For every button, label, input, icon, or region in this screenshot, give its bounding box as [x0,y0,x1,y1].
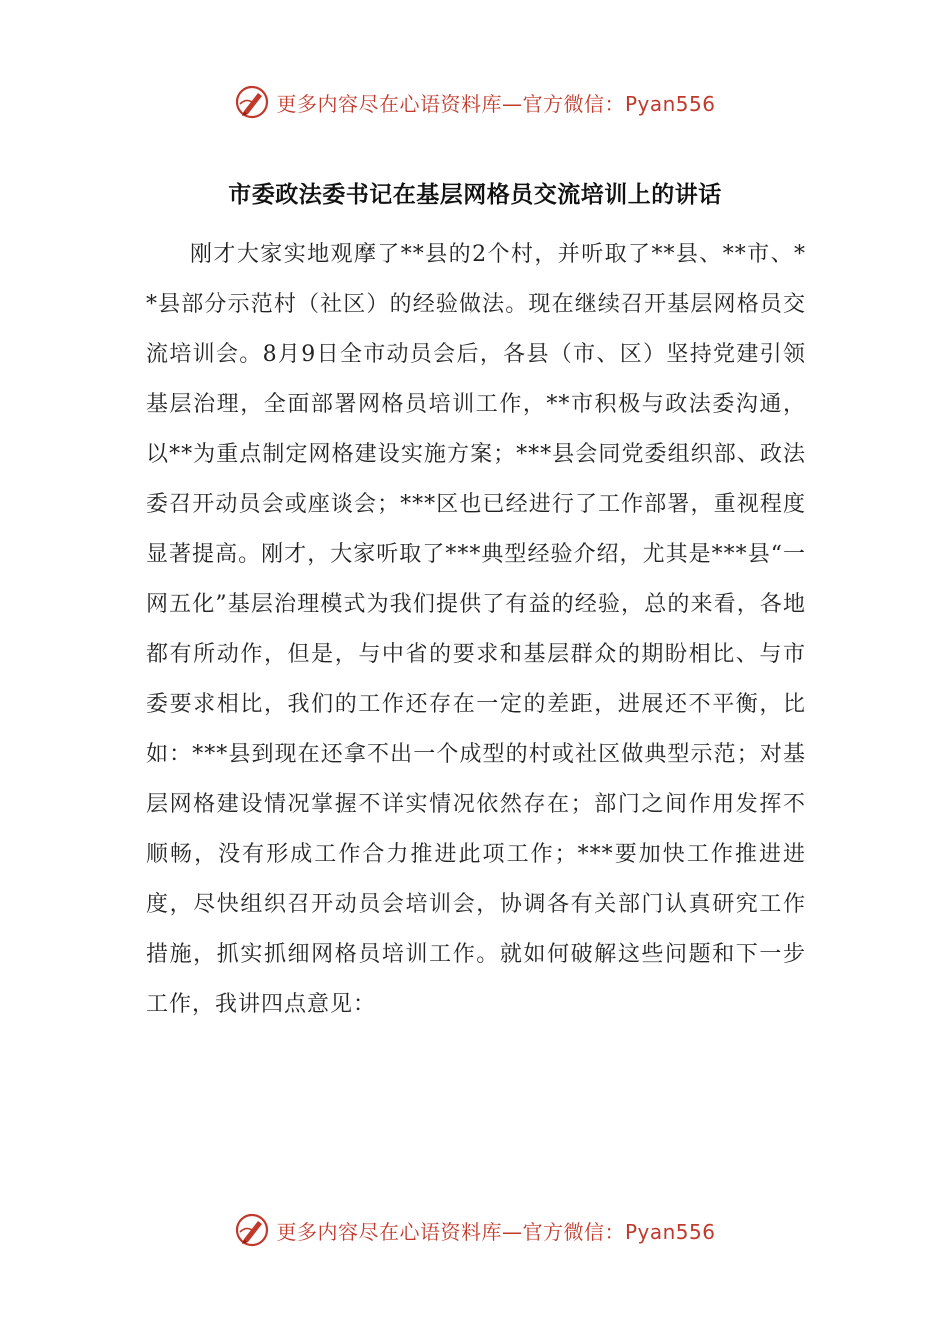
pen-logo-icon [234,1212,270,1248]
footer-banner-text: 更多内容尽在心语资料库—官方微信：Pyan556 [276,1219,716,1244]
footer-banner [0,1208,950,1252]
document-title: 市委政法委书记在基层网格员交流培训上的讲话 [228,182,722,208]
document-paragraph: 刚才大家实地观摩了**县的2个村，并听取了**县、**市、**县部分示范村（社区）的经验做法。现在继续召开基层网格员交流培训会。8月9日全市动员会后，各县（市、区）坚持党建引领基层治理，全面部署网格员培训工作，**市积极与政法委沟通，以**为重点制定网格建设实施方案；***县会同党委组织部、政法委召开动员会或座谈会；***区也已经进行了工作部署，重视程度显著提高。刚才，大家听取了***典型经验介绍，尤其是***县“一网五化”基层治理模式为我们提供了有益的经验，总的来看，各地都有所动作，但是，与中省的要求和基层群众的期盼相比、与市委要求相比，我们的工作还存在一定的差距，进展还不平衡，比如：***县到现在还拿不出一个成型的村或社区做典型示范；对基层网格建设情况掌握不详实情况依然存在；部门之间作用发挥不顺畅，没有形成工作合力推进此项工作；***要加快工作推进进度，尽快组织召开动员会培训会，协调各有关部门认真研究工作措施，抓实抓细网格员培训工作。就如何破解这些问题和下一步工作，我讲四点意见： [146,242,806,1017]
header-banner [0,80,950,124]
header-banner-text: 更多内容尽在心语资料库—官方微信：Pyan556 [276,91,716,116]
pen-logo-icon [234,84,270,120]
